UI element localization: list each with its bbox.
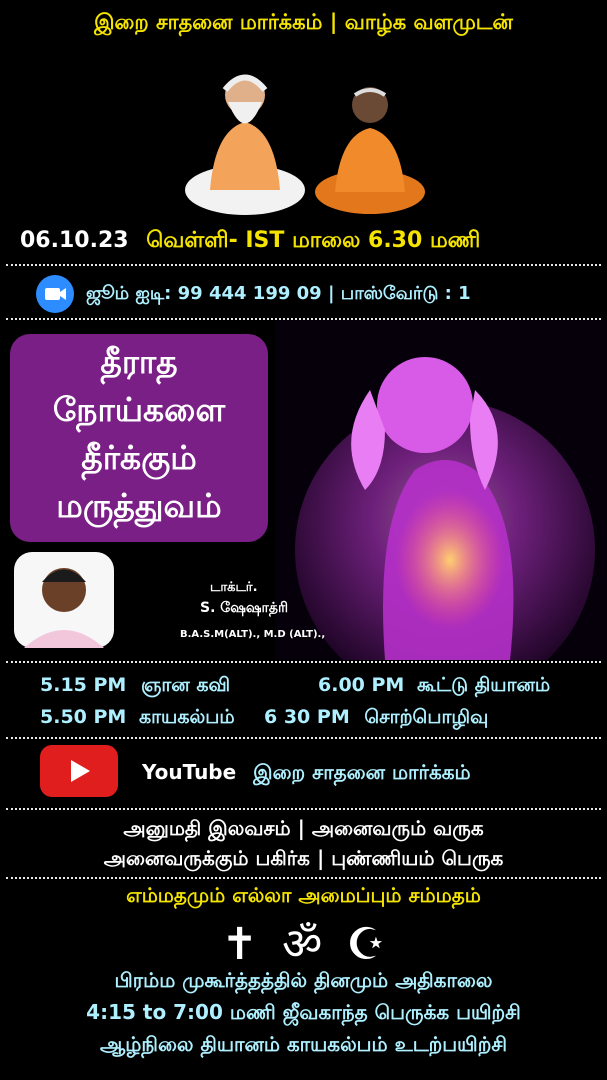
crescent-icon: ☪ — [346, 919, 386, 970]
event-date-line — [20, 228, 480, 256]
om-icon: ॐ — [282, 919, 323, 970]
schedule-time: 5.50 PM — [40, 706, 127, 728]
zoom-icon — [36, 275, 74, 313]
youtube-label: YouTube — [142, 760, 237, 784]
divider — [6, 264, 601, 266]
notes-line-3: எம்மதமும் எல்லா அமைப்பும் சம்மதம் — [126, 883, 481, 907]
schedule-label: ஞான கவி — [140, 674, 231, 696]
event-day-time: வெள்ளி- IST மாலை 6.30 மணி — [146, 228, 481, 253]
schedule-item — [264, 706, 488, 731]
gurus-photo — [170, 50, 440, 220]
schedule-time: 5.15 PM — [40, 674, 127, 696]
topic-box — [10, 334, 268, 542]
topic-line-1: தீராத — [100, 342, 178, 381]
notes-line-2: அனைவருக்கும் பகிர்க | புண்ணியம் பெருக — [103, 846, 504, 870]
religious-symbols — [0, 912, 607, 972]
event-date: 06.10.23 — [20, 228, 129, 253]
topic-line-2: நோய்களை — [52, 390, 226, 429]
youtube-line[interactable] — [142, 760, 471, 787]
schedule-label: காயகல்பம் — [138, 706, 235, 728]
schedule-item — [318, 674, 550, 699]
speaker-title: டாக்டர். — [210, 580, 258, 595]
zoom-details: ஜூம் ஐடி: 99 444 199 09 | பாஸ்வேர்டு : 1 — [86, 283, 471, 304]
speaker-degree: B.A.S.M(ALT)., M.D (ALT)., — [180, 629, 326, 640]
schedule-time: 6 30 PM — [264, 706, 350, 728]
topic-line-4: மருத்துவம் — [56, 486, 222, 525]
divider — [6, 737, 601, 739]
footer-line-3: ஆழ்நிலை தியானம் காயகல்பம் உடற்பயிற்சி — [100, 1032, 507, 1056]
speaker-name: S. ஷேஷாத்ரி — [200, 600, 289, 616]
header-title: இறை சாதனை மார்க்கம் | வாழ்க வளமுடன் — [94, 10, 513, 34]
schedule-item — [40, 706, 235, 731]
youtube-channel: இறை சாதனை மார்க்கம் — [253, 760, 471, 784]
topic-line-3: தீர்க்கும் — [81, 438, 197, 477]
divider — [6, 661, 601, 663]
divider — [6, 808, 601, 810]
schedule-item — [40, 674, 230, 699]
schedule-label: சொற்பொழிவு — [364, 706, 489, 728]
headache-figure-illustration — [275, 320, 607, 660]
schedule-label: கூட்டு தியானம் — [416, 674, 551, 696]
schedule-time: 6.00 PM — [318, 674, 405, 696]
footer-line-1: பிரம்ம முகூர்த்தத்தில் தினமும் அதிகாலை — [114, 968, 493, 992]
footer-line-2: 4:15 to 7:00 மணி ஜீவகாந்த பெருக்க பயிற்சி — [86, 1000, 521, 1024]
speaker-photo — [14, 552, 114, 648]
cross-icon: ✝ — [221, 919, 259, 970]
youtube-icon[interactable] — [40, 745, 118, 797]
divider — [6, 877, 601, 879]
notes-line-1: அனுமதி இலவசம் | அனைவரும் வருக — [123, 816, 484, 840]
